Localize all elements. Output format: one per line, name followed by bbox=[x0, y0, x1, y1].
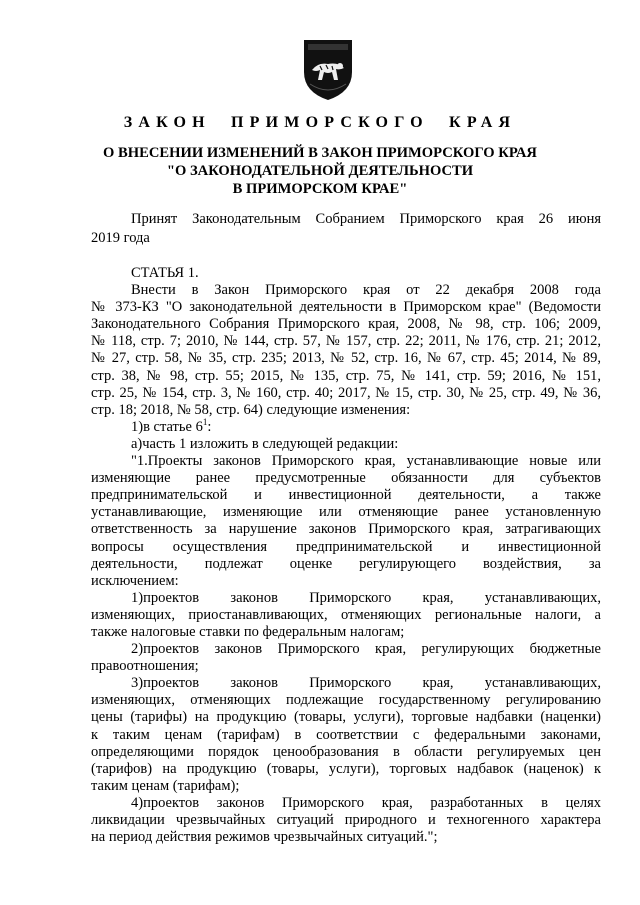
text-line: деятельности, подлежат оценке регулирующего воздействия, за bbox=[91, 555, 601, 572]
text-line: исключением: bbox=[91, 572, 179, 589]
text-line: также налоговые ставки по федеральным налогам; bbox=[91, 623, 405, 640]
text-line: ответственность за нарушение законов Приморского края, затрагивающих bbox=[91, 521, 601, 538]
item-1 bbox=[91, 419, 601, 436]
text-line: таким ценам (тарифам); bbox=[91, 777, 240, 794]
text-line: (тарифов) на продукцию (товары, услуги), торговых надбавок (наценок) к bbox=[91, 760, 601, 777]
text-line: цены (тарифы) на продукцию (товары, услуги), торговые надбавки (наценки) bbox=[91, 709, 601, 726]
text-line: вопросы осуществления предпринимательской и инвестиционной bbox=[91, 538, 601, 555]
text-line: ликвидации чрезвычайных ситуаций природного и техногенного характера bbox=[91, 812, 601, 828]
text-line: определяющими порядок ценообразования в области регулируемых цен bbox=[91, 743, 601, 760]
subtitle-line: О ВНЕСЕНИИ ИЗМЕНЕНИЙ В ЗАКОН ПРИМОРСКОГО КРАЯ bbox=[103, 145, 537, 161]
subitem-a: а)часть 1 изложить в следующей редакции: bbox=[131, 435, 399, 452]
text-line: № 27, стр. 58, № 35, стр. 235; 2013, № 52, стр. 16, № 67, стр. 45; 2014, № 89, bbox=[91, 350, 601, 367]
text-line: "1.Проекты законов Приморского края, устанавливающие новые или bbox=[131, 453, 601, 470]
text-line: изменяющих, отменяющих подлежащие государственному регулированию bbox=[91, 692, 601, 709]
text-line: правоотношения; bbox=[91, 658, 199, 675]
article-body bbox=[91, 265, 601, 846]
law-title: ЗАКОН ПРИМОРСКОГО КРАЯ bbox=[123, 114, 517, 131]
text-line: Законодательного Собрания Приморского края, 2008, № 98, стр. 106; 2009, bbox=[91, 316, 601, 333]
text-line: устанавливающие, изменяющие или отменяющие ранее установленную bbox=[91, 504, 601, 521]
article-heading: СТАТЬЯ 1. bbox=[131, 265, 199, 281]
adoption-note bbox=[91, 210, 601, 248]
text-line: 2)проектов законов Приморского края, регулирующих бюджетные bbox=[131, 641, 601, 658]
text-line: № 373-КЗ "О законодательной деятельности в Приморском крае" (Ведомости bbox=[91, 299, 601, 316]
law-subtitle bbox=[0, 144, 640, 198]
text-line: к таким ценам (тарифам) в соответствии с федеральными законами, bbox=[91, 726, 601, 743]
text-line: стр. 38, № 98, стр. 55; 2015, № 135, стр. 75, № 141, стр. 59; 2016, № 151, bbox=[91, 367, 601, 384]
primorsky-coat-of-arms-icon bbox=[300, 36, 356, 102]
item-1-text: 1)в статье 6 bbox=[131, 418, 203, 435]
subtitle-line: В ПРИМОРСКОМ КРАЕ" bbox=[232, 181, 408, 197]
text-line: стр. 18; 2018, № 58, стр. 64) следующие изменения: bbox=[91, 401, 411, 418]
text-line: 4)проектов законов Приморского края, разработанных в целях bbox=[131, 794, 601, 811]
item-1-superscript: 1 bbox=[202, 417, 208, 428]
text-line: предпринимательской и инвестиционной деятельности, а также bbox=[91, 487, 601, 504]
adoption-line: Принят Законодательным Собранием Приморского края 26 июня bbox=[131, 211, 601, 227]
text-line: стр. 25, № 154, стр. 3, № 160, стр. 40; 2017, № 15, стр. 30, № 25, стр. 49, № 36, bbox=[91, 384, 601, 401]
text-line: изменяющие ранее предусмотренные обязанности для субъектов bbox=[91, 470, 601, 487]
text-line: на период действия режимов чрезвычайных ситуаций."; bbox=[91, 829, 438, 846]
subtitle-line: "О ЗАКОНОДАТЕЛЬНОЙ ДЕЯТЕЛЬНОСТИ bbox=[166, 163, 474, 179]
text-line: № 118, стр. 7; 2010, № 144, стр. 57, № 157, стр. 22; 2011, № 176, стр. 21; 2012, bbox=[91, 333, 601, 350]
item-1-colon: : bbox=[207, 418, 212, 435]
adoption-line: 2019 года bbox=[91, 230, 150, 246]
text-line: изменяющих, приостанавливающих, отменяющих региональные налоги, а bbox=[91, 606, 601, 623]
text-line: 3)проектов законов Приморского края, устанавливающих, bbox=[131, 675, 601, 692]
text-line: Внести в Закон Приморского края от 22 декабря 2008 года bbox=[131, 282, 601, 299]
text-line: 1)проектов законов Приморского края, устанавливающих, bbox=[131, 589, 601, 606]
